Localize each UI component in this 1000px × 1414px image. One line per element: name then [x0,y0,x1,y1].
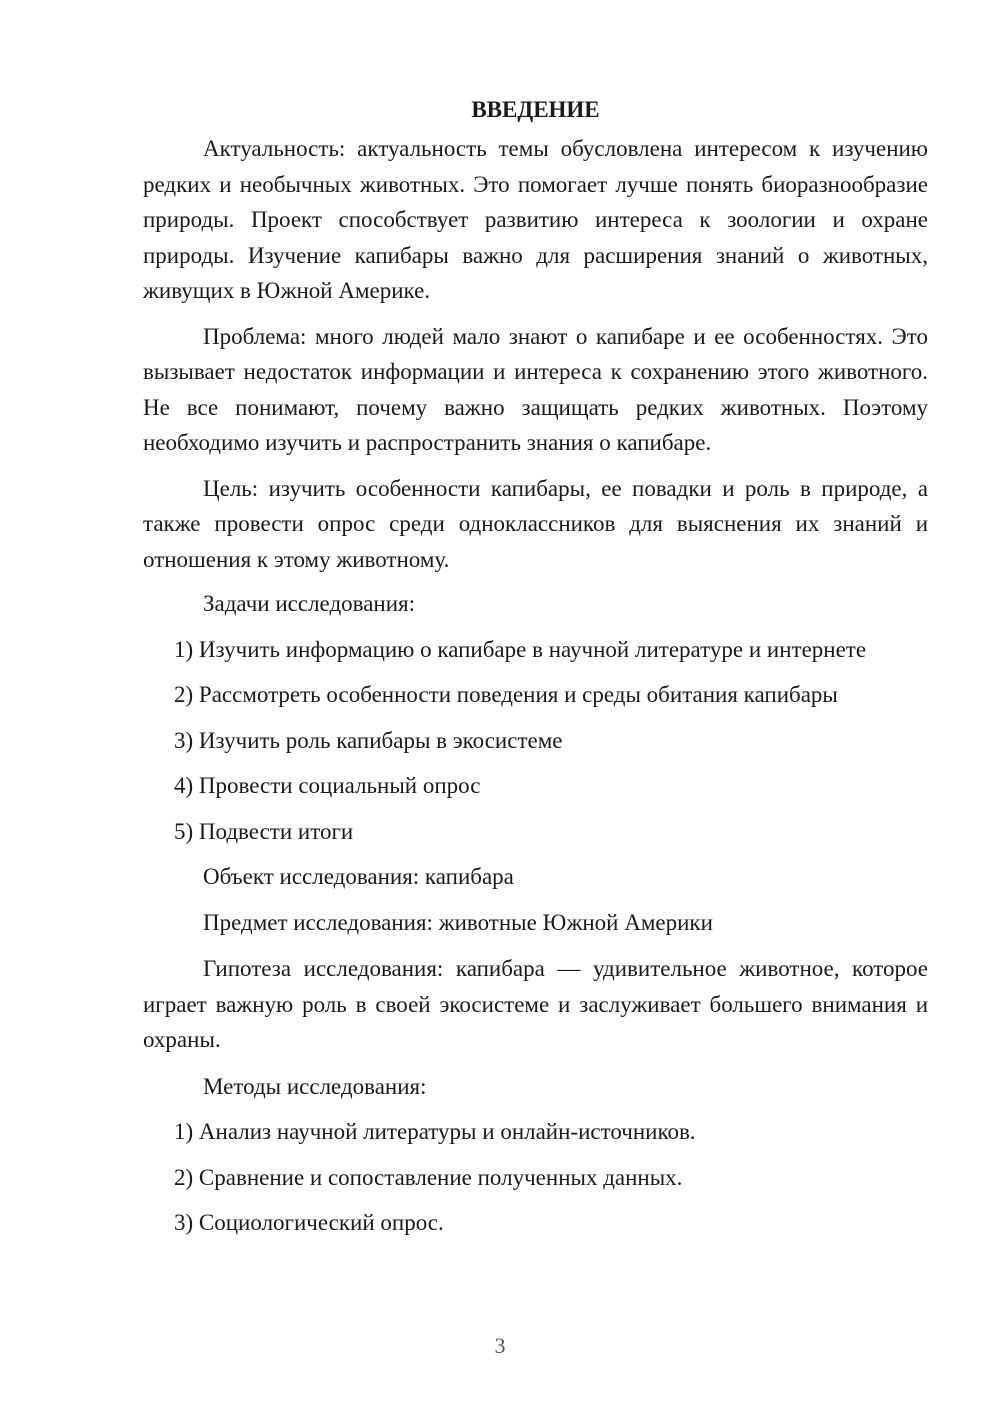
methods-heading: Методы исследования: [203,1073,427,1099]
document-page [143,92,928,1246]
hypothesis-paragraph: Гипотеза исследования: капибара — удивительное животное, которое играет важную роль в своей экосистеме и заслуживает большего внимания и охраны. [143,956,928,1052]
list-item: 1) Изучить информацию о капибаре в научной литературе и интернете [174,636,867,662]
subject-line: Предмет исследования: животные Южной Америки [203,909,713,935]
list-item: 3) Социологический опрос. [174,1210,444,1235]
list-item: 5) Подвести итоги [174,818,354,844]
methods-list [143,1109,928,1246]
list-item: 1) Анализ научной литературы и онлайн-источников. [174,1119,696,1144]
section-title: ВВЕДЕНИЕ [471,97,600,122]
list-item: 4) Провести социальный опрос [174,773,481,798]
problem-paragraph: Проблема: много людей мало знают о капибаре и ее особенностях. Это вызывает недостаток информации и интереса к сохранению этого животного. Не все понимают, почему важно защищать редких животных. Поэтому необходимо изучить и распространить знания о капибаре. [143,323,928,455]
page-number: 3 [494,1333,506,1358]
goal-paragraph: Цель: изучить особенности капибары, ее повадки и роль в природе, а также провести опрос среди одноклассников для выяснения их знаний и отношения к этому животному. [143,475,928,572]
list-item: 3) Изучить роль капибары в экосистеме [174,727,563,753]
object-line: Объект исследования: капибара [203,864,514,889]
list-item: 2) Сравнение и сопоставление полученных данных. [174,1164,683,1190]
relevance-paragraph: Актуальность: актуальность темы обусловлена интересом к изучению редких и необычных животных. Это помогает лучше понять биоразнообразие природы. Проект способствует развитию интереса к зоологии и охране природы. Изучение капибары важно для расширения знаний о животных, живущих в Южной Америке. [143,136,928,303]
tasks-heading: Задачи исследования: [203,591,416,616]
tasks-list [143,627,928,855]
list-item: 2) Рассмотреть особенности поведения и среды обитания капибары [174,682,838,707]
